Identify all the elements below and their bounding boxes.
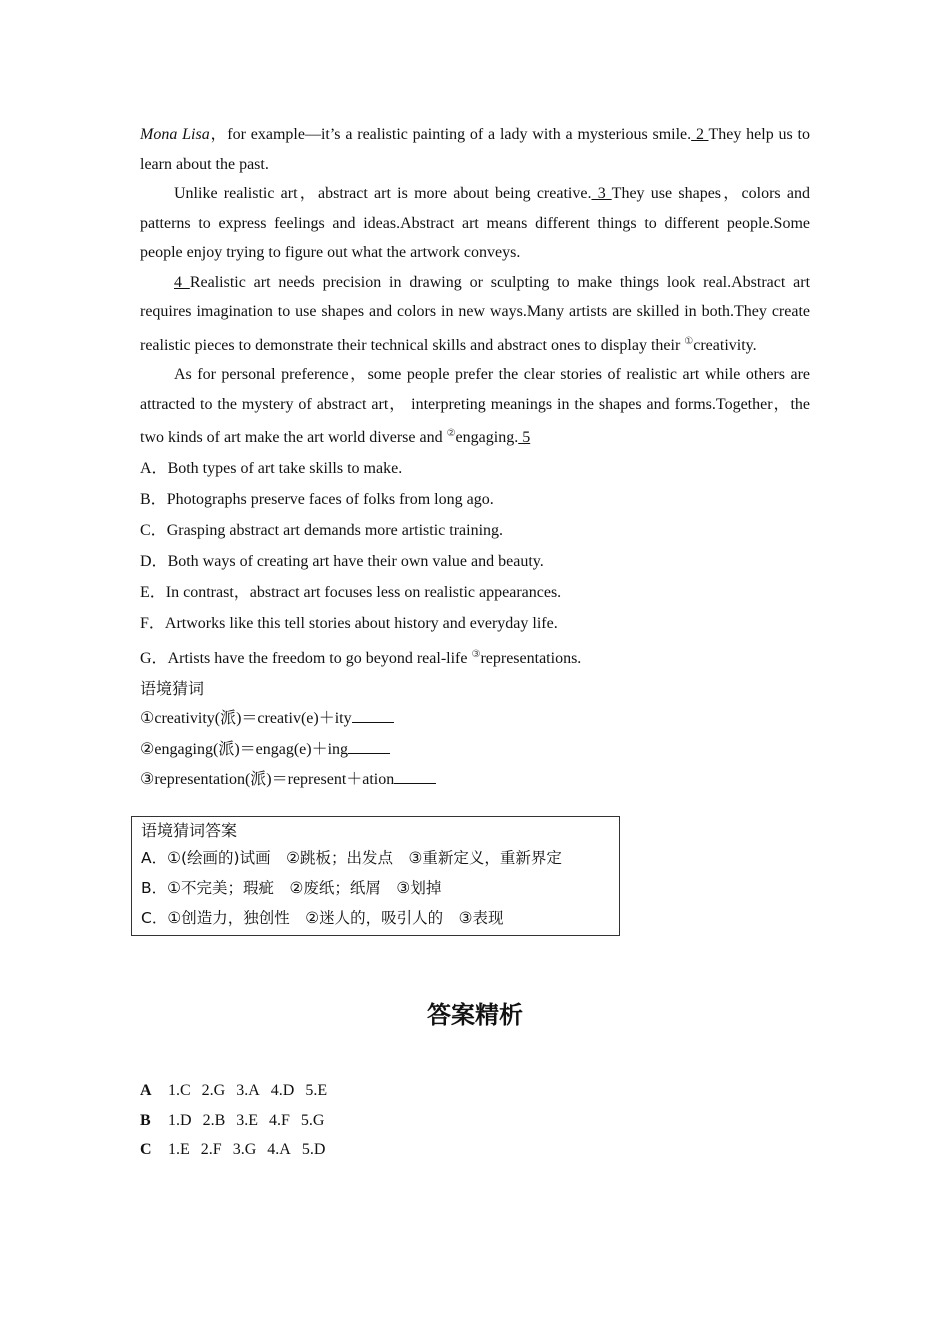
paragraph-3-text-a: Realistic art needs precision in drawing or sculpting to make things look real.Abstract art requires imagination to use shapes and colors in new ways.Many artists are skilled in both.They create realistic pieces to demonstrate their technical skills and abstract ones to display their <box>140 273 811 354</box>
answer-key-item: 5.G <box>300 1111 325 1129</box>
option-letter: D． <box>140 552 168 570</box>
vocab-answer-box <box>131 816 620 936</box>
answer-key <box>140 1076 338 1165</box>
option-g <box>140 639 810 674</box>
footnote-marker-1: ① <box>684 335 694 347</box>
option-text: Both types of art take skills to make. <box>167 459 403 477</box>
option-text-tail: representations. <box>480 649 582 667</box>
answer-key-label: A <box>140 1082 152 1099</box>
paragraph-1 <box>140 120 810 179</box>
vocab-item-text: ①creativity(派)＝creativ(e)＋ity <box>140 710 352 727</box>
option-letter: G． <box>140 649 168 667</box>
paragraph-4 <box>140 360 810 453</box>
answer-underline <box>394 769 436 784</box>
paragraph-1-text-a: ，for example—it’s a realistic painting of a lady with a mysterious smile. <box>209 126 692 143</box>
option-b <box>140 484 810 515</box>
answer-key-item: 1.C <box>168 1082 191 1099</box>
footnote-marker-3: ③ <box>471 648 481 660</box>
paragraph-2-text-a: Unlike realistic art，abstract art is more about being creative. <box>174 185 592 202</box>
passage-area <box>140 120 810 796</box>
vocab-answer-row-b: B．①不完美；瑕疵 ②废纸；纸屑 ③划掉 <box>141 879 442 897</box>
option-e <box>140 577 810 608</box>
option-text: Both ways of creating art have their own value and beauty. <box>167 552 544 570</box>
answer-key-item: 3.E <box>236 1111 259 1129</box>
option-letter: F． <box>140 614 165 632</box>
paragraph-1-text-b: They help us to learn about the past. <box>140 126 810 173</box>
painting-title: Mona Lisa <box>140 126 210 143</box>
answer-key-item: 4.F <box>269 1111 290 1129</box>
paragraph-2 <box>140 179 810 268</box>
paragraph-4-text-a: As for personal preference，some people prefer the clear stories of realistic art while others are attracted to the mystery of abstract art， interpreting meanings in the shapes and forms.Together，the two kinds of art make the art world diverse and <box>140 366 811 446</box>
paragraph-3 <box>140 268 810 361</box>
answer-key-item: 3.A <box>236 1082 260 1099</box>
option-f <box>140 608 810 639</box>
answer-key-item: 1.D <box>168 1111 192 1129</box>
option-letter: E． <box>140 583 166 601</box>
answer-key-row-b <box>140 1106 338 1136</box>
blank-5: 5 <box>518 429 531 446</box>
answer-underline <box>352 708 394 723</box>
vocab-item-3 <box>140 765 810 796</box>
option-a <box>140 453 810 484</box>
vocab-section <box>140 674 810 796</box>
option-text: Artworks like this tell stories about history and everyday life. <box>164 614 558 632</box>
blank-4: 4 <box>174 273 190 291</box>
answer-key-row-c <box>140 1135 338 1165</box>
paragraph-3-text-b: creativity. <box>693 336 757 354</box>
answer-key-item: 2.G <box>201 1082 226 1099</box>
vocab-item-1 <box>140 704 810 735</box>
option-text: Artists have the freedom to go beyond real-life <box>167 649 472 667</box>
paragraph-4-text-b: engaging. <box>455 429 519 446</box>
blank-2: 2 <box>691 126 709 143</box>
footnote-marker-2: ② <box>446 428 456 439</box>
answer-key-label: C <box>140 1141 152 1158</box>
answer-key-item: 1.E <box>168 1141 190 1158</box>
option-text: Photographs preserve faces of folks from long ago. <box>166 490 494 508</box>
answer-key-item: 4.A <box>267 1141 291 1158</box>
vocab-answer-row-a: A．①(绘画的)试画 ②跳板；出发点 ③重新定义，重新界定 <box>141 849 562 867</box>
answer-key-row-a <box>140 1076 338 1106</box>
answer-key-item: 4.D <box>270 1082 295 1099</box>
vocab-item-text: ②engaging(派)＝engag(e)＋ing <box>140 740 349 758</box>
options-list <box>140 453 810 674</box>
answer-key-item: 5.E <box>305 1082 328 1099</box>
option-letter: C． <box>140 521 167 539</box>
vocab-title: 语境猜词 <box>140 678 205 698</box>
answer-key-label: B <box>140 1111 151 1129</box>
option-letter: A． <box>140 459 168 477</box>
vocab-answer-title: 语境猜词答案 <box>141 821 238 840</box>
option-c <box>140 515 810 546</box>
vocab-item-text: ③representation(派)＝represent＋ation <box>140 771 395 788</box>
blank-3: 3 <box>591 185 612 202</box>
answer-underline <box>348 739 390 754</box>
vocab-answer-row-c: C．①创造力，独创性 ②迷人的，吸引人的 ③表现 <box>141 909 504 927</box>
option-text: Grasping abstract art demands more artistic training. <box>166 521 504 539</box>
vocab-item-2 <box>140 735 810 766</box>
option-d <box>140 546 810 577</box>
option-text: In contrast，abstract art focuses less on realistic appearances. <box>165 583 562 601</box>
answer-section-title: 答案精析 <box>427 1001 523 1029</box>
paragraph-2-text-b: They use shapes，colors and patterns to express feelings and ideas.Abstract art means different things to different people.Some people enjoy trying to figure out what the artwork conveys. <box>140 185 810 261</box>
answer-key-item: 2.B <box>202 1111 226 1129</box>
answer-key-item: 2.F <box>200 1141 222 1158</box>
answer-key-item: 3.G <box>232 1141 257 1158</box>
answer-key-item: 5.D <box>301 1141 326 1158</box>
option-letter: B． <box>140 490 167 508</box>
